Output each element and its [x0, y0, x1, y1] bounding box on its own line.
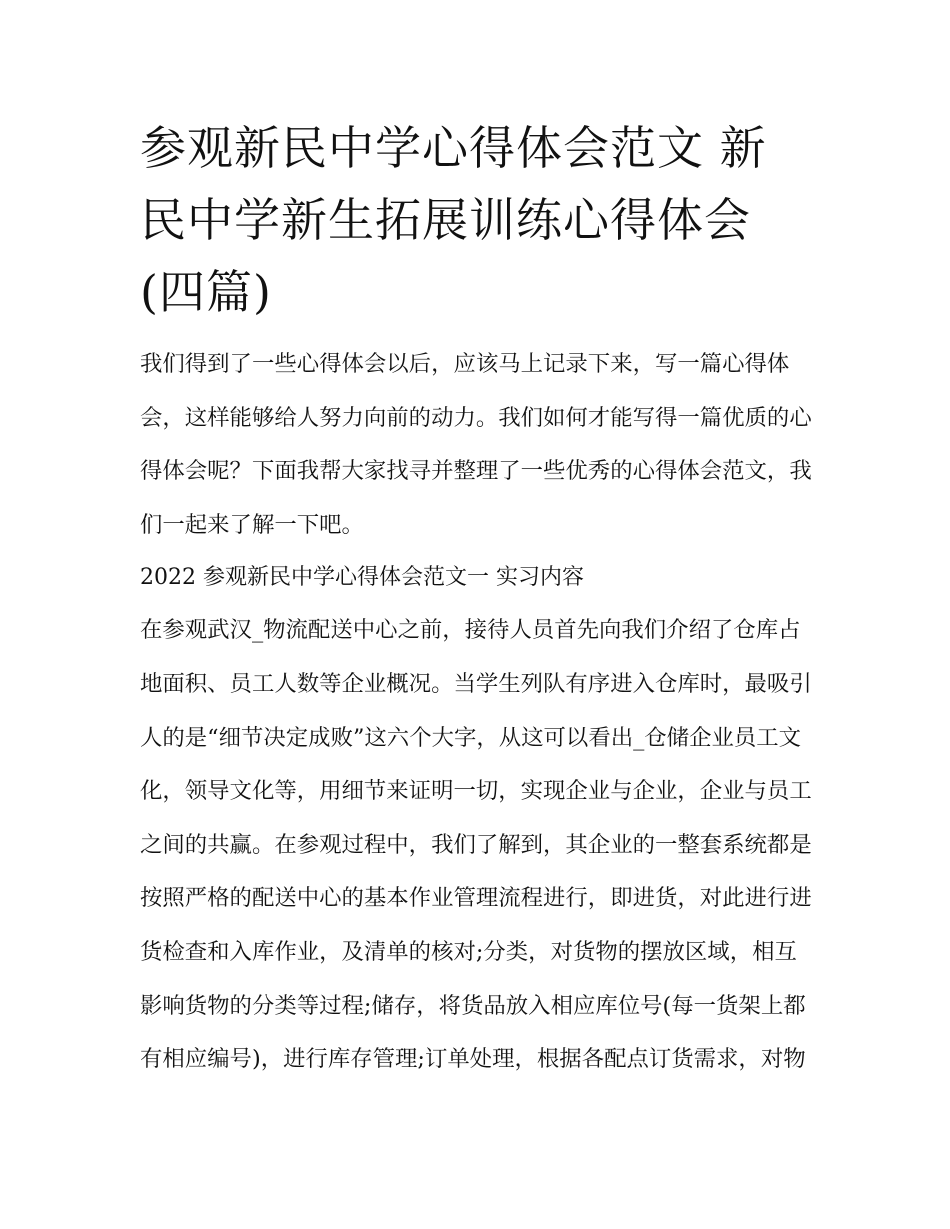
- section-heading: 2022 参观新民中学心得体会范文一 实习内容: [140, 565, 584, 591]
- document-title: 参观新民中学心得体会范文 新民中学新生拓展训练心得体会(四篇): [140, 121, 767, 319]
- document-content: [140, 112, 812, 1087]
- body-paragraph: 在参观武汉_物流配送中心之前，接待人员首先向我们介绍了仓库占地面积、员工人数等企业概况。当学生列队有序进入仓库时，最吸引人的是“细节决定成败”这六个大字，从这可以看出_仓储企业员工文化，领导文化等，用细节来证明一切，实现企业与企业，企业与员工之间的共赢。在参观过程中，我们了解到，其企业的一整套系统都是按照严格的配送中心的基本作业管理流程进行，即进货，对此进行进货检查和入库作业，及清单的核对;分类，对货物的摆放区域，相互影响货物的分类等过程;储存，将货品放入相应库位号(每一货架上都有相应编号)，进行库存管理;订单处理，根据各配点订货需求，对物: [140, 617, 812, 1073]
- intro-paragraph: 我们得到了一些心得体会以后，应该马上记录下来，写一篇心得体会，这样能够给人努力向前的动力。我们如何才能写得一篇优质的心得体会呢？下面我帮大家找寻并整理了一些优秀的心得体会范文，我们一起来了解一下吧。: [140, 351, 812, 538]
